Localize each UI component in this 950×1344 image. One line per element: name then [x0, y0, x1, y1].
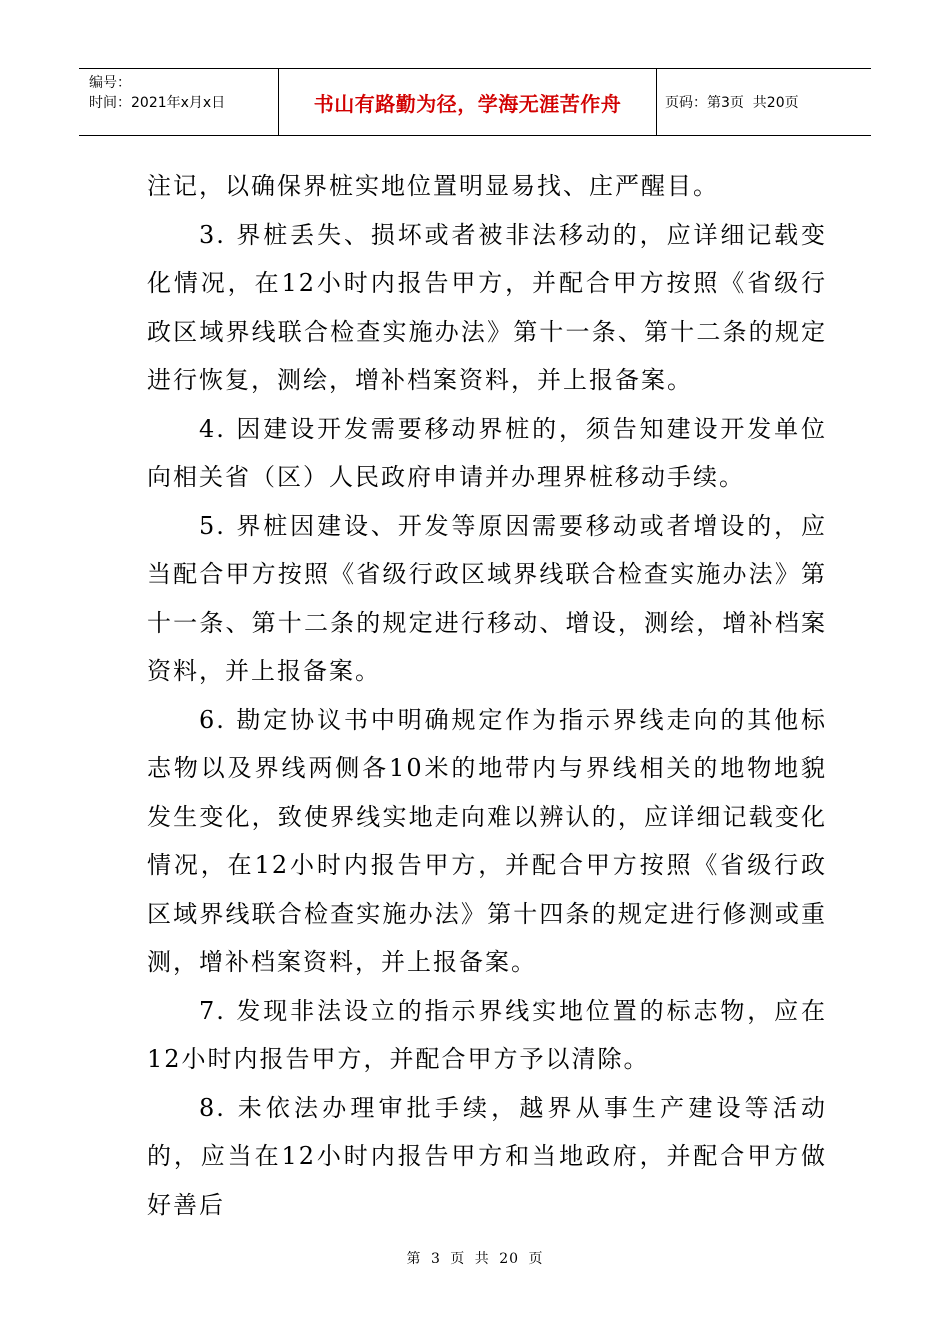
time-label: 时间：2021年x月x日 [89, 95, 226, 111]
header-motto-cell [279, 69, 657, 135]
paragraph-item-7: 7. 发现非法设立的指示界线实地位置的标志物，应在12小时内报告甲方，并配合甲方予以清除。 [147, 996, 827, 1073]
paragraph-item-4: 4. 因建设开发需要移动界桩的，须告知建设开发单位向相关省（区）人民政府申请并办理界桩移动手续。 [147, 414, 827, 491]
header-motto: 书山有路勤为径，学海无涯苦作舟 [313, 91, 622, 116]
header-page-info: 页码：第3页 共20页 [665, 95, 799, 111]
paragraph-item-6: 6. 勘定协议书中明确规定作为指示界线走向的其他标志物以及界线两侧各10米的地带内与界线相关的地物地貌发生变化，致使界线实地走向难以辨认的，应详细记载变化情况，在12小时内报告甲方，并配合甲方按照《省级行政区域界线联合检查实施办法》第十四条的规定进行修测或重测，增补档案资料，并上报备案。 [147, 705, 827, 976]
header-meta [79, 69, 279, 135]
page-footer: 第 3 页 共 20 页 [406, 1251, 544, 1267]
paragraph-item-8: 8. 未依法办理审批手续，越界从事生产建设等活动的，应当在12小时内报告甲方和当地政府，并配合甲方做好善后 [147, 1093, 827, 1219]
paragraph-item-3: 3. 界桩丢失、损坏或者被非法移动的，应详细记载变化情况，在12小时内报告甲方，并配合甲方按照《省级行政区域界线联合检查实施办法》第十一条、第十二条的规定进行恢复，测绘，增补档案资料，并上报备案。 [147, 220, 827, 394]
paragraph-item-5: 5. 界桩因建设、开发等原因需要移动或者增设的，应当配合甲方按照《省级行政区域界线联合检查实施办法》第十一条、第十二条的规定进行移动、增设，测绘，增补档案资料，并上报备案。 [147, 511, 827, 685]
number-label: 编号： [89, 75, 131, 91]
page-header [79, 68, 871, 136]
paragraph-continuation: 注记，以确保界桩实地位置明显易找、庄严醒目。 [147, 172, 719, 200]
document-body [147, 162, 827, 1229]
